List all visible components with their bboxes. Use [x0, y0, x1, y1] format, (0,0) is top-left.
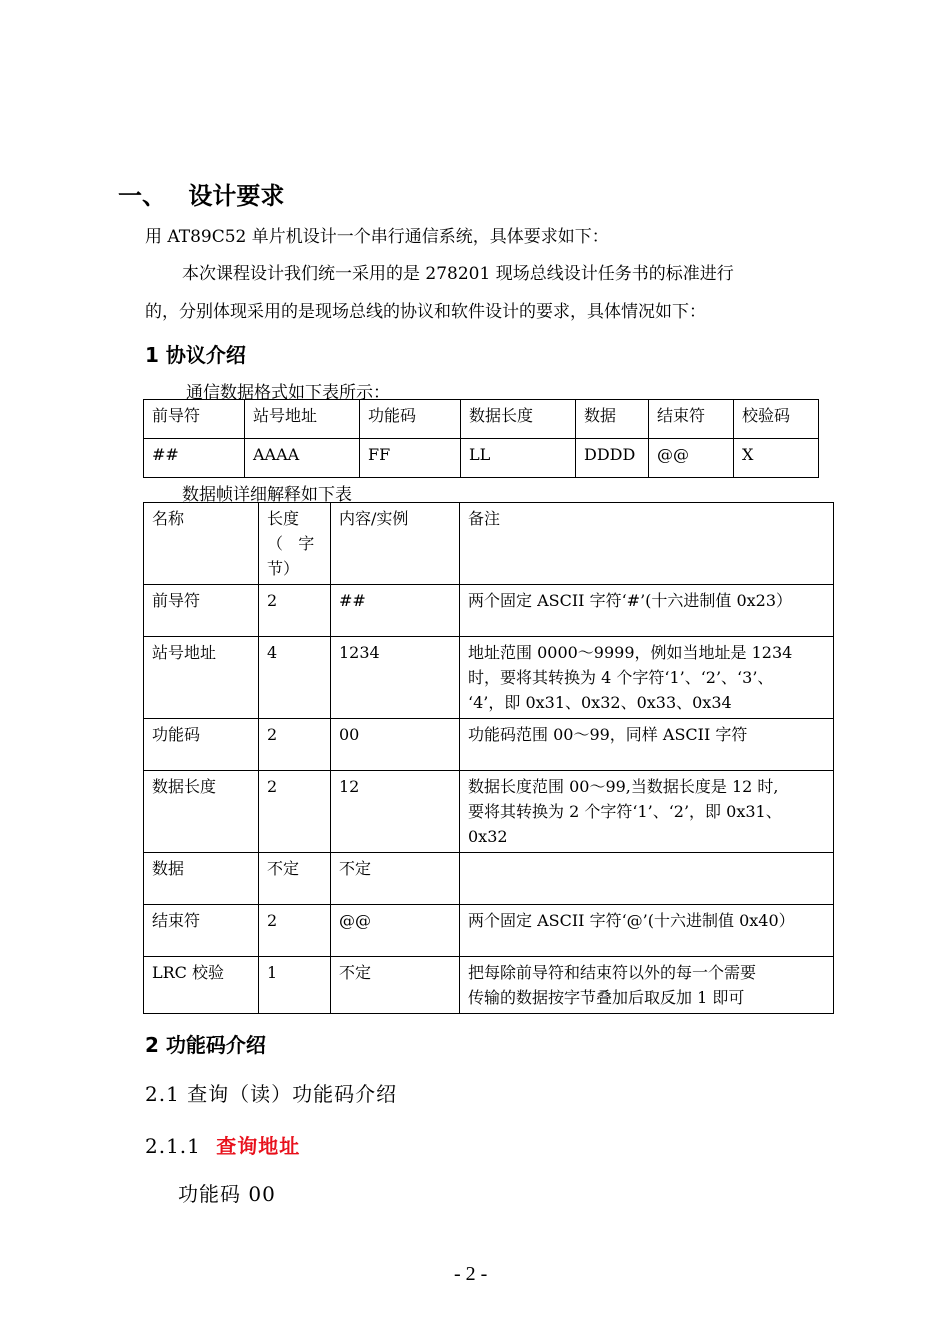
table1-caption: 通信数据格式如下表所示： [186, 383, 390, 403]
section-title: 设计要求 [188, 182, 285, 210]
cell-line: 时，要将其转换为 4 个字符‘1’、‘2’、‘3’、 [468, 668, 774, 687]
cell-line: 数据长度范围 00～99,当数据长度是 12 时, [468, 777, 779, 796]
table-cell: AAAA [245, 439, 360, 478]
table-cell [460, 957, 834, 1014]
cell-line: 两个固定 ASCII 字符‘@’(十六进制值 0x40） [468, 911, 795, 930]
table-cell [259, 503, 331, 585]
table-row [144, 853, 834, 905]
cell-line: 要将其转换为 2 个字符‘1’、‘2’，即 0x31、 [468, 802, 782, 821]
cell-line: 地址范围 0000～9999，例如当地址是 1234 [468, 643, 793, 662]
table-cell [460, 771, 834, 853]
table-cell: @@ [649, 439, 734, 478]
table-cell: X [734, 439, 819, 478]
section-number: 一、 [118, 182, 166, 210]
table-cell: 4 [259, 637, 331, 719]
table-row [144, 439, 819, 478]
table-header-row [144, 400, 819, 439]
table-cell: ## [144, 439, 245, 478]
table-cell: 12 [331, 771, 460, 853]
cell-line: （ 字 [267, 534, 315, 553]
table-cell: 2 [259, 719, 331, 771]
table-cell: LL [461, 439, 576, 478]
table-cell: 前导符 [144, 400, 245, 439]
table-cell: 结束符 [144, 905, 259, 957]
table-cell: 2 [259, 905, 331, 957]
table-cell: 功能码 [360, 400, 461, 439]
frame-detail-table [143, 502, 834, 1014]
table-cell [460, 585, 834, 637]
table-cell: 数据长度 [461, 400, 576, 439]
cell-line: 0x32 [468, 827, 508, 846]
table-row [144, 637, 834, 719]
table-cell: 站号地址 [144, 637, 259, 719]
protocol-heading: 1 协议介绍 [145, 343, 246, 367]
table-cell: 2 [259, 585, 331, 637]
page-number: - 2 - [454, 1263, 488, 1285]
table-row [144, 585, 834, 637]
subsection-title: 查询地址 [216, 1134, 301, 1158]
table-cell: 备注 [460, 503, 834, 585]
table-cell: 校验码 [734, 400, 819, 439]
table-header-row [144, 503, 834, 585]
table-cell: 结束符 [649, 400, 734, 439]
frame-format-table [143, 399, 819, 478]
table-cell: 不定 [331, 957, 460, 1014]
table-cell: 不定 [259, 853, 331, 905]
table-cell: 不定 [331, 853, 460, 905]
paragraph-line-1: 本次课程设计我们统一采用的是 278201 现场总线设计任务书的标准进行 [182, 264, 734, 284]
table2-caption: 数据帧详细解释如下表 [182, 485, 352, 505]
subsection-number: 2.1.1 [145, 1134, 201, 1158]
table-cell: 00 [331, 719, 460, 771]
cell-line: 把每除前导符和结束符以外的每一个需要 [468, 963, 757, 982]
intro-text: 用 AT89C52 单片机设计一个串行通信系统，具体要求如下： [145, 227, 609, 247]
table-cell: 数据 [576, 400, 649, 439]
table-cell: 站号地址 [245, 400, 360, 439]
cell-line: 长度 [267, 509, 300, 528]
table-cell: @@ [331, 905, 460, 957]
table-cell: 2 [259, 771, 331, 853]
table-row [144, 957, 834, 1014]
table-cell: 功能码 [144, 719, 259, 771]
function-code-line: 功能码 00 [178, 1182, 276, 1206]
cell-line: 传输的数据按字节叠加后取反加 1 即可 [468, 988, 745, 1007]
cell-line: ‘4’，即 0x31、0x32、0x33、0x34 [468, 693, 732, 712]
table-cell [460, 905, 834, 957]
cell-line: 功能码范围 00～99，同样 ASCII 字符 [468, 725, 748, 744]
table-cell: 1 [259, 957, 331, 1014]
paragraph-line-2: 的，分别体现采用的是现场总线的协议和软件设计的要求，具体情况如下： [145, 302, 706, 322]
table-cell: FF [360, 439, 461, 478]
table-cell [460, 637, 834, 719]
table-cell [460, 719, 834, 771]
query-heading: 2.1 查询（读）功能码介绍 [145, 1082, 398, 1106]
cell-line: 节） [267, 559, 300, 578]
function-heading: 2 功能码介绍 [145, 1033, 266, 1057]
table-cell: 内容/实例 [331, 503, 460, 585]
table-row [144, 719, 834, 771]
section-heading [118, 176, 284, 211]
table-cell [460, 853, 834, 905]
table-row [144, 771, 834, 853]
table-cell: 前导符 [144, 585, 259, 637]
table-cell: 1234 [331, 637, 460, 719]
cell-line: 两个固定 ASCII 字符‘#’(十六进制值 0x23） [468, 591, 793, 610]
table-cell: ## [331, 585, 460, 637]
table-cell: 名称 [144, 503, 259, 585]
query-address-heading [145, 1130, 300, 1159]
table-cell: 数据长度 [144, 771, 259, 853]
table-cell: 数据 [144, 853, 259, 905]
table-cell: DDDD [576, 439, 649, 478]
table-row [144, 905, 834, 957]
table-cell: LRC 校验 [144, 957, 259, 1014]
